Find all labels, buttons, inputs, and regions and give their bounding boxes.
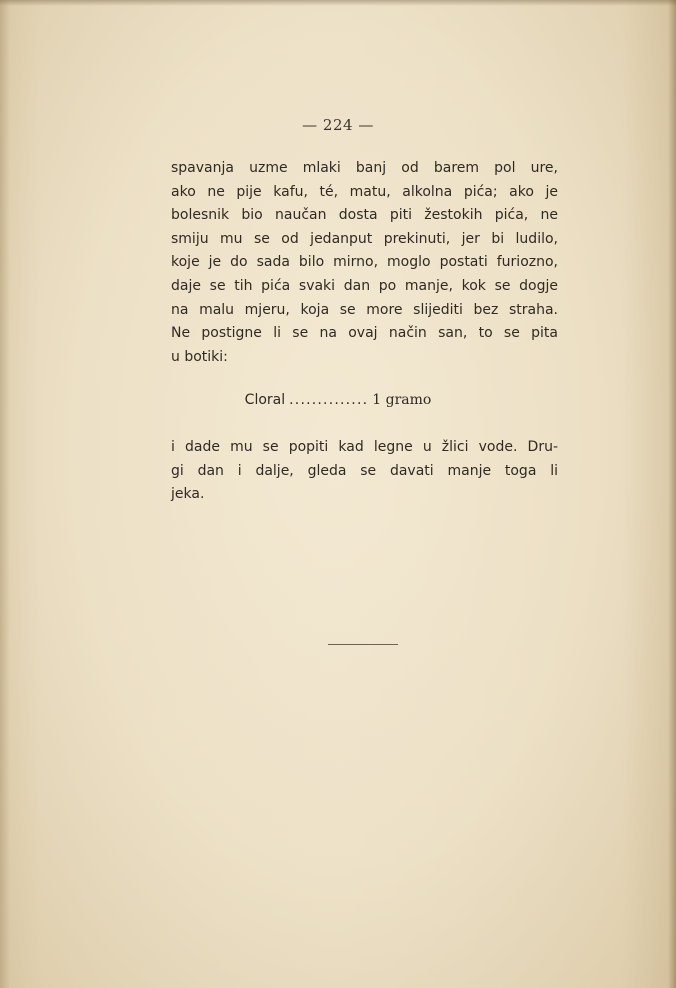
paragraph-1-line: bolesnik bio naučan dosta piti žestokih pića, ne	[171, 207, 558, 224]
paragraph-1-line: u botiki:	[171, 348, 228, 365]
recipe-ingredient: Cloral	[244, 392, 286, 408]
recipe-leader-dots: ..............	[289, 392, 369, 408]
paragraph-1-line: Ne postigne li se na ovaj način san, to se pita	[171, 325, 558, 342]
page-right-edge-shadow	[668, 0, 676, 988]
paragraph-1-line: koje je do sada bilo mirno, moglo postati furiozno,	[171, 254, 558, 271]
paragraph-1-line: spavanja uzme mlaki banj od barem pol ure,	[171, 160, 558, 176]
page-top-shadow	[0, 0, 676, 6]
paragraph-2-line: gi dan i dalje, gleda se davati manje toga li	[171, 462, 558, 479]
page-left-edge-shadow	[0, 0, 10, 988]
recipe-amount: 1 gramo	[372, 392, 432, 408]
paragraph-1-line: ako ne pije kafu, té, matu, alkolna pića; ako je	[171, 183, 558, 200]
recipe-line	[0, 392, 676, 408]
page-number: — 224 —	[302, 116, 374, 134]
paragraph-1	[171, 157, 558, 369]
paragraph-1-line: smiju mu se od jedanput prekinuti, jer bi ludilo,	[171, 230, 558, 247]
paragraph-2-line: jeka.	[171, 486, 205, 503]
end-divider-rule	[328, 644, 398, 645]
paragraph-1-line: na malu mjeru, koja se more slijediti bez straha.	[171, 301, 558, 318]
paragraph-2	[171, 436, 558, 507]
paragraph-2-line: i dade mu se popiti kad legne u žlici vode. Dru-	[171, 439, 558, 455]
paragraph-1-line: daje se tih pića svaki dan po manje, kok se dogje	[171, 277, 558, 294]
